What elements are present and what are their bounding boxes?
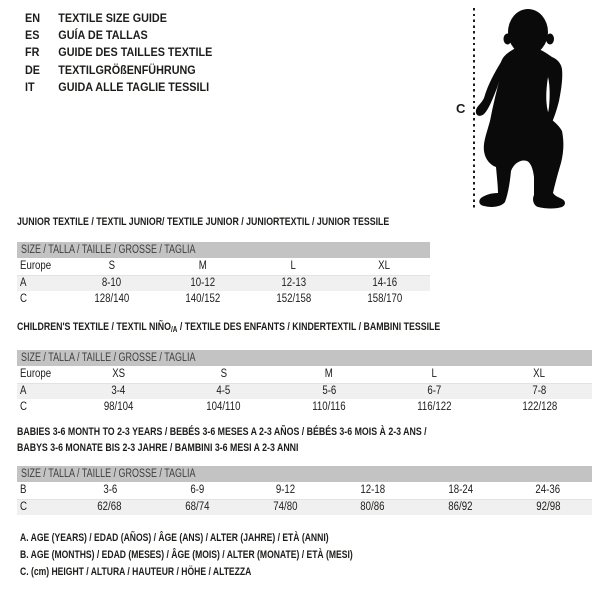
value-cell: 104/110	[206, 400, 241, 413]
table-title: JUNIOR TEXTILE / TEXTIL JUNIOR/ TEXTILE JUNIOR / JUNIORTEXTIL / JUNIOR TESSILE	[17, 216, 390, 228]
row-label: C	[20, 400, 27, 413]
language-label: GUIDA ALLE TAGLIE TESSILI	[58, 80, 210, 95]
value-cell: 8-10	[101, 277, 122, 290]
language-row-de	[25, 61, 212, 78]
language-label: GUÍA DE TALLAS	[58, 28, 148, 43]
value-cell: 12-13	[281, 277, 306, 290]
size-cell: S	[220, 368, 228, 381]
language-row-it	[25, 79, 212, 96]
footnote-a: A. AGE (YEARS) / EDAD (AÑOS) / ÂGE (ANS) / ALTER (JAHRE) / ETÀ (ANNI)	[20, 532, 329, 544]
height-measure-label: C	[456, 101, 466, 116]
value-cell: 92/98	[536, 501, 561, 514]
value-cell: 128/140	[94, 292, 129, 305]
value-cell: 86/92	[448, 501, 473, 514]
size-cell: S	[108, 260, 115, 273]
title-line-2: BABYS 3-6 MONATE BIS 2-3 JAHRE / BAMBINI 3-6 MESI A 2-3 ANNI	[17, 442, 299, 454]
table-row-c	[17, 399, 592, 415]
size-header-bar	[17, 242, 430, 258]
size-cell: M	[324, 368, 334, 381]
row-label: C	[20, 292, 27, 305]
row-label: Europe	[20, 260, 52, 273]
value-cell: 140/152	[185, 292, 220, 305]
language-list	[25, 9, 233, 96]
value-cell: 6-7	[427, 385, 442, 398]
size-header-label: SIZE / TALLA / TAILLE / GRÖSSE / TAGLIA	[21, 468, 196, 480]
value-cell: 6-9	[190, 484, 205, 497]
footnotes	[20, 530, 447, 582]
value-cell: 158/170	[367, 292, 402, 305]
table-row-europe	[17, 366, 592, 384]
title-line-1: BABIES 3-6 MONTH TO 2-3 YEARS / BEBÉS 3-6 MESES A 2-3 AÑOS / BÉBÉS 3-6 MOIS À 2-3 ANS /	[17, 426, 427, 438]
table-title	[17, 320, 477, 337]
value-cell: 74/80	[273, 501, 298, 514]
size-header-label: SIZE / TALLA / TAILLE / GRÖSSE / TAGLIA	[21, 352, 196, 364]
value-cell: 9-12	[275, 484, 295, 497]
size-cell: XL	[378, 260, 391, 273]
value-cell: 18-24	[448, 484, 473, 497]
value-cell: 80/86	[360, 501, 385, 514]
value-cell: 68/74	[185, 501, 210, 514]
size-cell: XS	[112, 368, 126, 381]
footnote-c: C. (cm) HEIGHT / ALTURA / HAUTEUR / HÖHE / ALTEZZA	[20, 566, 252, 579]
language-row-es	[25, 26, 212, 43]
language-label: TEXTILE SIZE GUIDE	[58, 10, 167, 25]
babies-textile-table	[17, 424, 592, 515]
size-header-label: SIZE / TALLA / TAILLE / GRÖSSE / TAGLIA	[21, 244, 196, 256]
language-code: IT	[25, 80, 35, 95]
size-cell: XL	[533, 368, 546, 381]
value-cell: 122/128	[521, 400, 557, 413]
language-label: GUIDE DES TAILLES TEXTILE	[58, 45, 213, 60]
size-header-bar	[17, 466, 592, 482]
table-row-c	[17, 500, 592, 516]
value-cell: 14-16	[372, 277, 397, 290]
title-part: / TEXTILE DES ENFANTS / KINDERTEXTIL / BAMBINI TESSILE	[177, 321, 441, 333]
title-part: CHILDREN'S TEXTILE / TEXTIL NIÑO	[17, 321, 171, 333]
value-cell: 10-12	[190, 277, 215, 290]
childrens-textile-table	[17, 320, 592, 415]
table-row-c	[17, 291, 430, 307]
value-cell: 116/122	[417, 400, 452, 413]
value-cell: 5-6	[322, 385, 336, 398]
value-cell: 3-4	[111, 385, 126, 398]
size-header-bar	[17, 350, 592, 366]
footnote-b: B. AGE (MONTHS) / EDAD (MESES) / ÂGE (MOIS) / ALTER (MONATE) / ETÀ (MESI)	[20, 549, 353, 562]
junior-textile-table	[17, 215, 430, 307]
value-cell: 3-6	[102, 484, 117, 497]
language-code: EN	[25, 10, 41, 25]
size-cell: M	[198, 260, 207, 273]
language-row-en	[25, 9, 212, 26]
language-code: DE	[25, 62, 41, 77]
value-cell: 62/68	[97, 501, 122, 514]
table-title	[17, 424, 592, 456]
size-cell: L	[431, 368, 437, 381]
language-code: FR	[25, 45, 40, 60]
row-label: A	[20, 277, 27, 290]
table-row-a	[17, 384, 592, 400]
value-cell: 12-18	[360, 484, 386, 497]
row-label: B	[20, 484, 27, 497]
value-cell: 110/116	[312, 400, 346, 413]
language-label: TEXTILGRÖßENFÜHRUNG	[58, 62, 196, 77]
value-cell: 7-8	[532, 385, 547, 398]
title-subscript: /A	[170, 325, 178, 334]
value-cell: 24-36	[535, 484, 561, 497]
row-label: C	[20, 501, 27, 514]
value-cell: 4-5	[216, 385, 231, 398]
value-cell: 98/104	[103, 400, 134, 413]
table-row-a	[17, 276, 430, 292]
row-label: Europe	[20, 368, 52, 381]
toddler-silhouette-icon	[470, 1, 600, 213]
language-row-fr	[25, 44, 212, 61]
value-cell: 152/158	[276, 292, 311, 305]
row-label: A	[20, 385, 27, 398]
language-code: ES	[25, 28, 40, 43]
size-cell: L	[290, 260, 297, 273]
table-row-europe	[17, 258, 430, 276]
table-row-b	[17, 482, 592, 500]
